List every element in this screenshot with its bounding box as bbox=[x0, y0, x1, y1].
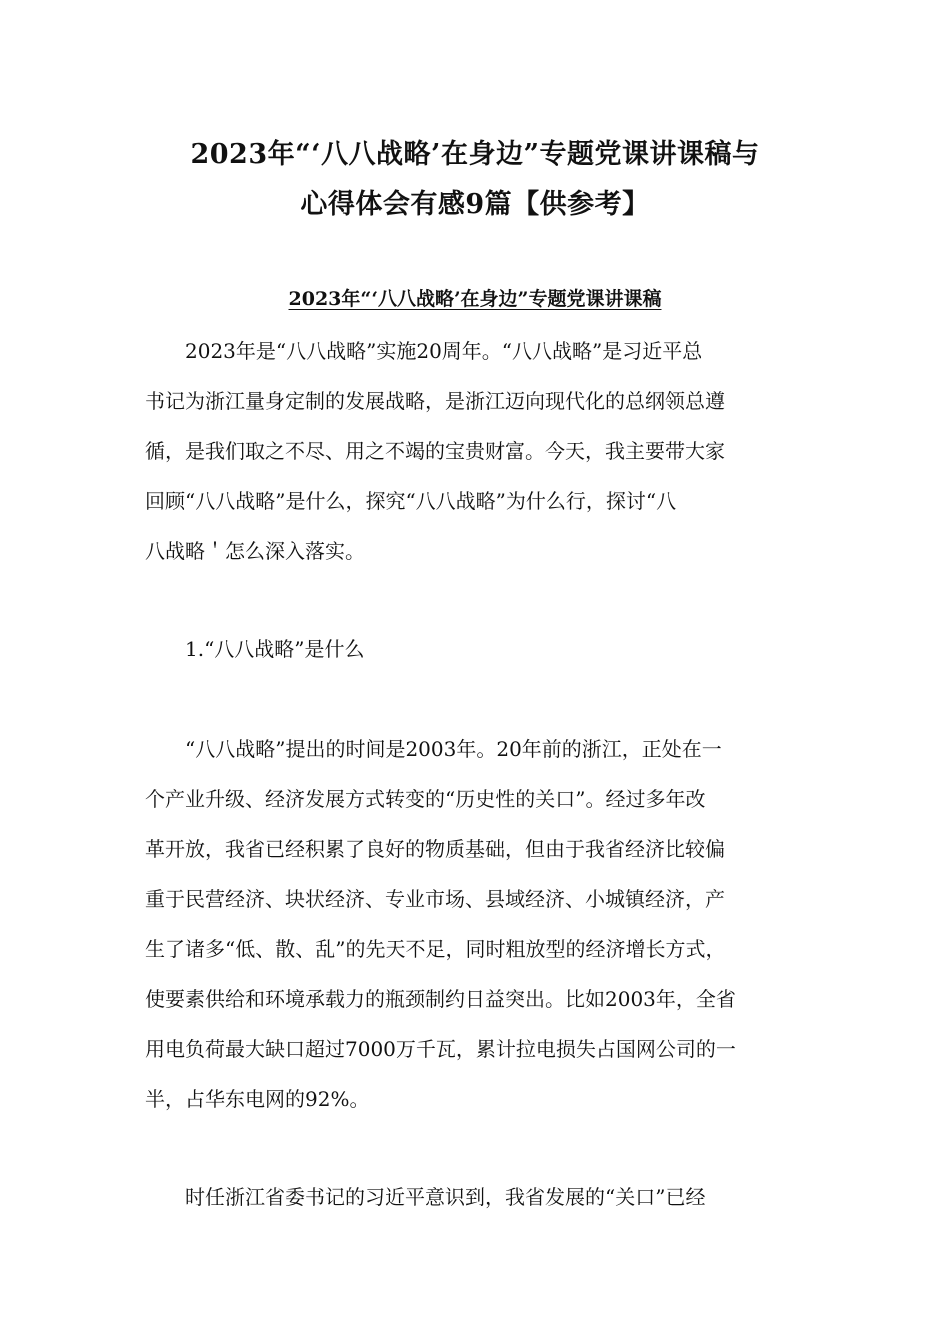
paragraph-2-line: 生了诸多“低、散、乱”的先天不足，同时粗放型的经济增长方式， bbox=[145, 937, 726, 961]
paragraph-1-line: 循，是我们取之不尽、用之不竭的宝贵财富。今天，我主要带大家 bbox=[145, 439, 725, 463]
paragraph-2-line: 半，占华东电网的92%。 bbox=[145, 1087, 370, 1111]
paragraph-1-line: 回顾“八八战略”是什么，探究“八八战略”为什么行，探讨“八 bbox=[145, 489, 677, 513]
document-title-line-2: 心得体会有感9篇【供参考】 bbox=[300, 189, 650, 220]
section-title: 2023年“‘八八战略’在身边”专题党课讲课稿 bbox=[288, 288, 662, 310]
document-title-line-1: 2023年“‘八八战略’在身边”专题党课讲课稿与 bbox=[190, 139, 760, 170]
paragraph-2-line: 革开放，我省已经积累了良好的物质基础，但由于我省经济比较偏 bbox=[145, 837, 725, 861]
paragraph-2-line: 个产业升级、经济发展方式转变的“历史性的关口”。经过多年改 bbox=[145, 787, 706, 811]
paragraph-1-line: 八战略＇怎么深入落实。 bbox=[145, 539, 365, 563]
paragraph-2-line: 重于民营经济、块状经济、专业市场、县域经济、小城镇经济，产 bbox=[145, 887, 725, 911]
paragraph-3-line: 时任浙江省委书记的习近平意识到，我省发展的“关口”已经 bbox=[145, 1185, 706, 1209]
paragraph-2-line: 使要素供给和环境承载力的瓶颈制约日益突出。比如2003年，全省 bbox=[145, 987, 736, 1011]
paragraph-1-line: 书记为浙江量身定制的发展战略，是浙江迈向现代化的总纲领总遵 bbox=[145, 389, 725, 413]
paragraph-2-line: “八八战略”提出的时间是2003年。20年前的浙江，正处在一 bbox=[145, 737, 722, 761]
paragraph-2-line: 用电负荷最大缺口超过7000万千瓦，累计拉电损失占国网公司的一 bbox=[145, 1037, 736, 1061]
subheading: 1.“八八战略”是什么 bbox=[145, 637, 365, 661]
paragraph-1-line: 2023年是“八八战略”实施20周年。“八八战略”是习近平总 bbox=[145, 339, 703, 363]
